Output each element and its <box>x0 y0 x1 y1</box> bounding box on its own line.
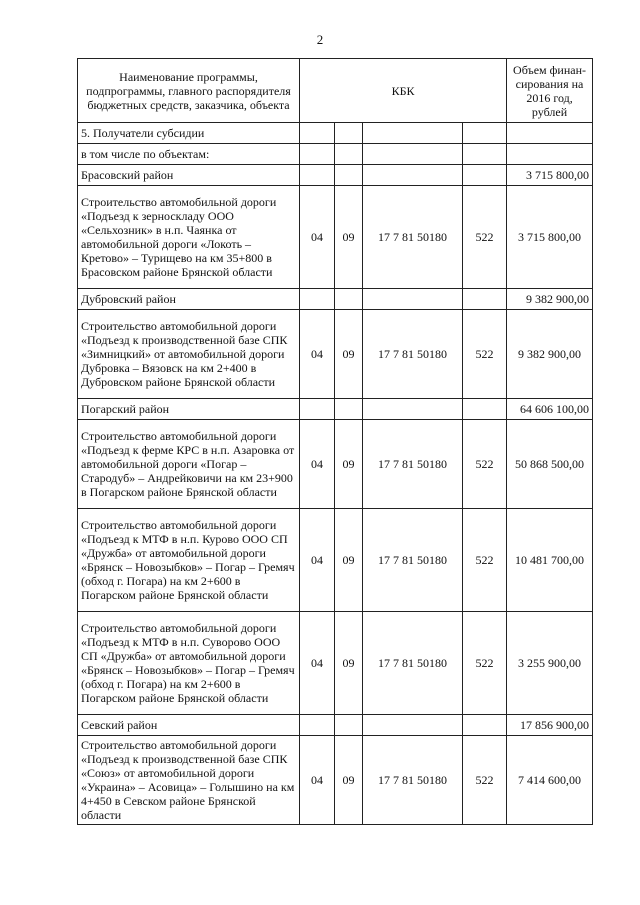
row-name: в том числе по объектам: <box>78 144 300 165</box>
row-subsection: 09 <box>335 420 363 509</box>
row-expense-type: 522 <box>463 736 507 825</box>
row-name: Севский район <box>78 715 300 736</box>
row-section: 04 <box>300 509 335 612</box>
table-row <box>78 310 593 399</box>
table-row <box>78 715 593 736</box>
row-name: Строительство автомобильной дороги «Подъезд к МТФ в н.п. Курово ООО СП «Дружба» от автомобильной дороги «Брянск – Новозыбков» – Погар – Гремяч (обход г. Погара) на км 2+600 в Погарском районе Брянской области <box>78 509 300 612</box>
row-subsection: 09 <box>335 736 363 825</box>
page-number: 2 <box>316 32 324 47</box>
row-subsection: 09 <box>335 509 363 612</box>
row-target-code: 17 7 81 50180 <box>363 420 463 509</box>
row-section: 04 <box>300 736 335 825</box>
row-name: Строительство автомобильной дороги «Подъезд к производственной базе СПК «Зимницкий» от автомобильной дороги Дубровка – Вязовск на км 2+400 в Дубровском районе Брянской области <box>78 310 300 399</box>
row-amount: 3 255 900,00 <box>507 612 593 715</box>
row-expense-type: 522 <box>463 420 507 509</box>
table-row <box>78 123 593 144</box>
row-amount: 17 856 900,00 <box>507 715 593 736</box>
row-expense-type: 522 <box>463 612 507 715</box>
row-section: 04 <box>300 612 335 715</box>
header-funding: Объем финан-сирования на 2016 год, рублей <box>507 59 593 123</box>
row-section: 04 <box>300 186 335 289</box>
row-section: 04 <box>300 420 335 509</box>
table-row <box>78 509 593 612</box>
row-subsection: 09 <box>335 310 363 399</box>
table-row <box>78 399 593 420</box>
row-amount: 64 606 100,00 <box>507 399 593 420</box>
row-amount: 50 868 500,00 <box>507 420 593 509</box>
row-amount: 3 715 800,00 <box>507 165 593 186</box>
row-target-code: 17 7 81 50180 <box>363 612 463 715</box>
row-name: 5. Получатели субсидии <box>78 123 300 144</box>
header-kbk: КБК <box>300 59 507 123</box>
row-target-code: 17 7 81 50180 <box>363 736 463 825</box>
row-name: Строительство автомобильной дороги «Подъезд к ферме КРС в н.п. Азаровка от автомобильной дороги «Погар – Стародуб» – Андрейковичи на км 23+900 в Погарском районе Брянской области <box>78 420 300 509</box>
table-row <box>78 165 593 186</box>
table-row <box>78 736 593 825</box>
row-section: 04 <box>300 310 335 399</box>
row-expense-type: 522 <box>463 310 507 399</box>
funding-table <box>77 58 593 825</box>
table-row <box>78 420 593 509</box>
row-name: Строительство автомобильной дороги «Подъезд к МТФ в н.п. Суворово ООО СП «Дружба» от автомобильной дороги «Брянск – Новозыбков» – Погар – Гремяч (обход г. Погара) на км 2+600 в Погарском районе Брянской области <box>78 612 300 715</box>
row-target-code: 17 7 81 50180 <box>363 509 463 612</box>
row-expense-type: 522 <box>463 186 507 289</box>
table-header-row <box>78 59 593 123</box>
row-amount: 9 382 900,00 <box>507 289 593 310</box>
row-subsection: 09 <box>335 612 363 715</box>
row-amount: 9 382 900,00 <box>507 310 593 399</box>
header-name: Наименование программы, подпрограммы, главного распорядителя бюджетных средств, заказчика, объекта <box>78 59 300 123</box>
row-amount: 3 715 800,00 <box>507 186 593 289</box>
row-target-code: 17 7 81 50180 <box>363 310 463 399</box>
table-row <box>78 289 593 310</box>
row-name: Дубровский район <box>78 289 300 310</box>
table-row <box>78 612 593 715</box>
row-name: Погарский район <box>78 399 300 420</box>
row-name: Брасовский район <box>78 165 300 186</box>
row-expense-type: 522 <box>463 509 507 612</box>
row-target-code: 17 7 81 50180 <box>363 186 463 289</box>
row-amount: 7 414 600,00 <box>507 736 593 825</box>
table-row <box>78 186 593 289</box>
row-subsection: 09 <box>335 186 363 289</box>
row-name: Строительство автомобильной дороги «Подъезд к зерноскладу ООО «Сельхозник» в н.п. Чаянка от автомобильной дороги «Локоть – Кретово» – Турищево на км 35+800 в Брасовском районе Брянской области <box>78 186 300 289</box>
row-name: Строительство автомобильной дороги «Подъезд к производственной базе СПК «Союз» от автомобильной дороги «Украина» – Асовица» – Голышино на км 4+450 в Севском районе Брянской области <box>78 736 300 825</box>
row-amount: 10 481 700,00 <box>507 509 593 612</box>
table-row <box>78 144 593 165</box>
